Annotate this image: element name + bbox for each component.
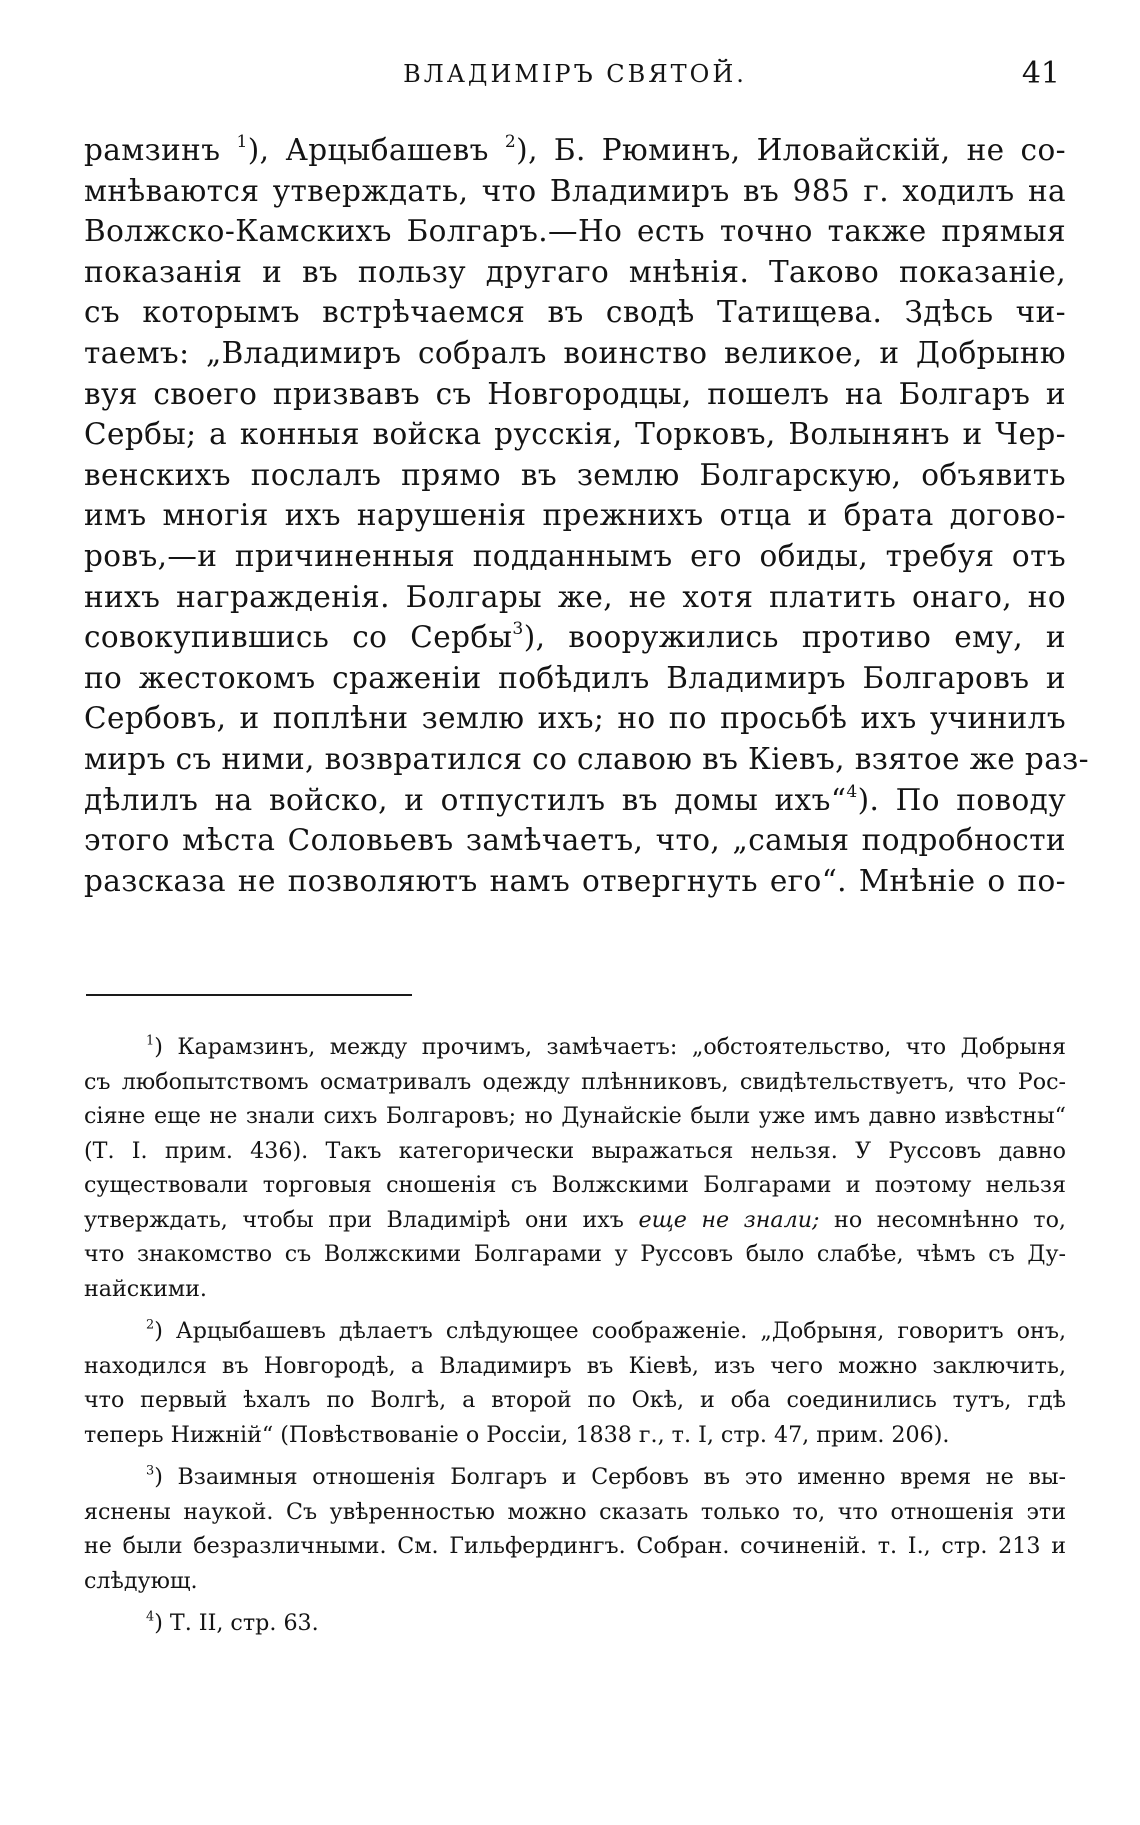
footnote-3-line: не были безразличными. См. Гильфердингъ. Собран. сочиненій. т. I., стр. 213 и xyxy=(84,1533,1066,1559)
footnote-2-line: $^2$) Арцыбашевъ дѣлаетъ слѣдующее соображеніе. „Добрыня, говоритъ онъ, xyxy=(146,1317,1066,1344)
footnote-marker: 4 xyxy=(146,1609,155,1625)
footnote-3-line: $^3$) Взаимныя отношенія Болгаръ и Сербовъ въ это именно время не вы- xyxy=(146,1463,1066,1490)
footnote-marker: 1 xyxy=(146,1033,155,1049)
footnote-2-line: находился въ Новгородѣ, а Владимиръ въ Кіевѣ, изъ чего можно заключить, xyxy=(84,1352,1066,1379)
text-line: ровъ,—и причиненныя подданнымъ его обиды, требуя отъ xyxy=(84,538,1066,573)
text-line: показанія и въ пользу другаго мнѣнія. Таково показаніе, xyxy=(84,254,1066,289)
text-line: вуя своего призвавъ съ Новгородцы, пошелъ на Болгаръ и xyxy=(84,376,1066,411)
text-line: Сербовъ, и поплѣни землю ихъ; но по просьбѣ ихъ учинилъ xyxy=(84,701,1066,736)
footnote-1-line: найскими. xyxy=(84,1275,207,1302)
running-title: ВЛАДИМІРЪ СВЯТОЙ. xyxy=(403,60,747,88)
footnote-marker: 3 xyxy=(146,1463,155,1479)
text-line: разсказа не позволяютъ намъ отвергнуть его“. Мнѣніе о по- xyxy=(84,863,1066,898)
text-line: миръ съ ними, возвратился со славою въ Кіевъ, взятое же раз- xyxy=(84,741,1090,776)
text-line: нихъ награжденія. Болгары же, не хотя платить онаго, но xyxy=(84,579,1066,614)
text-line: имъ многія ихъ нарушенія прежнихъ отца и брата догово- xyxy=(84,498,1066,533)
text-line: по жестокомъ сраженіи побѣдилъ Владимиръ Болгаровъ и xyxy=(84,660,1066,695)
footnote-1-line: существовали торговыя сношенія съ Волжскими Болгарами и поэтому нельзя xyxy=(84,1172,1066,1198)
footnote-1-line: что знакомство съ Волжскими Болгарами у Руссовъ было слабѣе, чѣмъ съ Ду- xyxy=(84,1241,1066,1267)
footnote-1-line: (Т. I. прим. 436). Такъ категорически выражаться нельзя. У Руссовъ давно xyxy=(84,1137,1066,1164)
text-line: мнѣваются утверждать, что Владимиръ въ 985 г. ходилъ на xyxy=(84,173,1066,208)
footnote-1-line: сіяне еще не знали сихъ Болгаровъ; но Дунайскіе были уже имъ давно извѣстны“ xyxy=(84,1103,1066,1129)
footnote-1-line: утверждать, чтобы при Владимірѣ они ихъ еще не знали; но несомнѣнно то, xyxy=(84,1206,1066,1233)
footnote-2-line: что первый ѣхалъ по Волгѣ, а второй по Окѣ, и оба соединились тутъ, гдѣ xyxy=(84,1387,1066,1413)
footnote-3-line: яснены наукой. Съ увѣренностью можно сказать только то, что отношенія эти xyxy=(84,1498,1066,1525)
page-header xyxy=(86,52,1064,102)
footnote-1-line: съ любопытствомъ осматривалъ одежду плѣнниковъ, свидѣтельствуетъ, что Рос- xyxy=(84,1068,1066,1095)
footnote-2-line: теперь Нижній“ (Повѣствованіе о Россіи, 1838 г., т. I, стр. 47, прим. 206). xyxy=(84,1421,950,1448)
text-line: рамзинъ $^1$), Арцыбашевъ $^2$), Б. Рюминъ, Иловайскій, не со- xyxy=(84,132,1067,167)
text-line: дѣлилъ на войско, и отпустилъ въ домы ихъ“$^4$). По поводу xyxy=(84,781,1066,817)
text-line: Сербы; а конныя войска русскія, Торковъ, Волынянъ и Чер- xyxy=(84,417,1066,452)
footnote-1-line: $^1$) Карамзинъ, между прочимъ, замѣчаетъ: „обстоятельство, что Добрыня xyxy=(146,1033,1066,1060)
page-number: 41 xyxy=(1021,56,1060,91)
main-text xyxy=(84,130,1090,901)
text-line: Волжско-Камскихъ Болгаръ.—Но есть точно также прямыя xyxy=(84,214,1066,249)
text-line: совокупившись со Сербы$^3$), вооружились противо ему, и xyxy=(84,619,1066,655)
text-line: съ которымъ встрѣчаемся въ сводѣ Татищева. Здѣсь чи- xyxy=(84,295,1066,330)
text-line: таемъ: „Владимиръ собралъ воинство великое, и Добрыню xyxy=(84,335,1066,370)
footnote-4-line: $^4$) Т. II, стр. 63. xyxy=(146,1609,319,1636)
emphasis: еще не знали; xyxy=(638,1206,820,1233)
footnote-3-line: слѣдующ. xyxy=(84,1567,198,1594)
footnotes xyxy=(84,1030,1066,1641)
text-line: этого мѣста Соловьевъ замѣчаетъ, что, „самыя подробности xyxy=(84,823,1066,858)
footnote-marker: 2 xyxy=(146,1317,155,1333)
footnote-separator xyxy=(86,994,412,996)
text-line: венскихъ послалъ прямо въ землю Болгарскую, объявить xyxy=(84,457,1066,492)
